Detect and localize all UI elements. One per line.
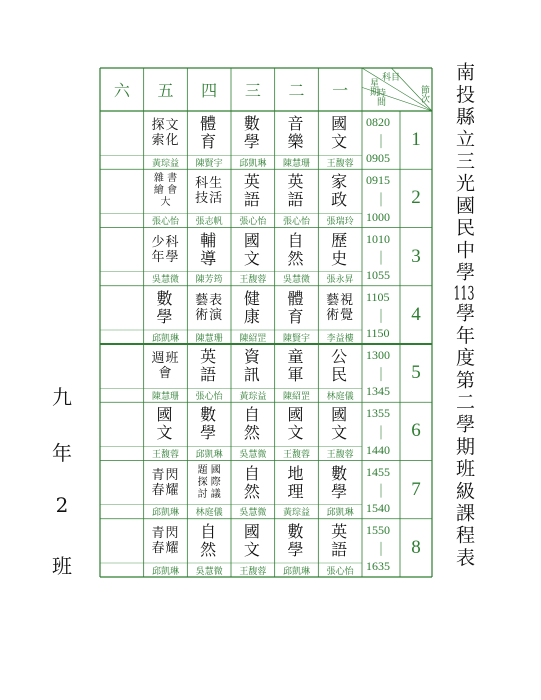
subject-cell: 國 文 — [331, 114, 350, 152]
teacher-name — [100, 272, 144, 286]
period-end-time: 1000 — [366, 209, 390, 224]
subject-cell: 地 理 — [287, 463, 306, 501]
corner-time: 時間 — [375, 88, 385, 106]
teacher-name: 張志帆 — [195, 217, 223, 227]
subject-cell: 科生 技活 — [195, 176, 224, 207]
subject-cell: 國 文 — [287, 405, 306, 443]
teacher-name: 陳芳筠 — [195, 275, 223, 286]
class-label-char: 班 — [52, 554, 72, 578]
teacher-name: 王馥蓉 — [282, 450, 310, 460]
period-start-time: 1455 — [366, 464, 390, 479]
teacher-name: 黃琮益 — [282, 508, 310, 519]
subject-cell: 題 國 探 際 討 議 — [197, 464, 221, 500]
teacher-name: 王馥蓉 — [239, 566, 267, 577]
period-number: 4 — [411, 303, 421, 325]
period-start-time: 1105 — [366, 289, 390, 304]
teacher-name: 王馥蓉 — [151, 450, 179, 460]
period-start-time: 1300 — [366, 348, 390, 362]
page-title — [446, 62, 478, 622]
subject-cell: 歷 史 — [331, 230, 350, 268]
period-number: 3 — [411, 245, 421, 267]
period-start-time: 1550 — [366, 522, 390, 537]
subject-cell: 家 政 — [331, 172, 350, 210]
title-year: 113 — [453, 284, 475, 303]
teacher-name: 林庭儀 — [195, 508, 223, 519]
subject-cell — [100, 169, 144, 213]
subject-cell — [100, 519, 144, 563]
period-number: 7 — [411, 478, 421, 500]
teacher-name: 陳慧珊 — [282, 158, 310, 169]
teacher-name: 吳慧微 — [195, 566, 223, 577]
teacher-name — [100, 330, 144, 344]
subject-cell: 週班 會 — [151, 351, 180, 382]
period-end-time: 1150 — [366, 326, 390, 340]
subject-cell: 英 語 — [331, 521, 350, 559]
subject-cell: 數 學 — [331, 463, 350, 501]
period-number: 2 — [411, 187, 421, 209]
subject-cell: 數 學 — [156, 288, 175, 326]
subject-cell: 輔 導 — [200, 230, 219, 268]
subject-cell — [100, 402, 144, 446]
teacher-name — [100, 214, 144, 228]
subject-cell: 少科 年學 — [151, 234, 180, 265]
day-header-5: 二 — [288, 81, 305, 100]
teacher-name: 陳慧珊 — [151, 391, 179, 402]
teacher-name: 黃琮益 — [239, 391, 267, 402]
subject-cell: 童 軍 — [287, 347, 306, 385]
teacher-name: 張永昇 — [326, 275, 354, 286]
subject-cell: 健 康 — [243, 288, 262, 326]
subject-cell — [100, 228, 144, 272]
subject-cell: 探文 索化 — [151, 118, 180, 149]
period-start-time: 0820 — [366, 115, 390, 129]
corner-period: 節次 — [419, 85, 429, 103]
teacher-name — [100, 447, 144, 461]
subject-cell: 數 學 — [287, 521, 306, 559]
teacher-name: 邱凱琳 — [326, 508, 354, 519]
teacher-name: 陳紹罡 — [282, 391, 310, 402]
teacher-name: 張瑞玲 — [326, 217, 354, 227]
teacher-name: 王馥蓉 — [326, 158, 354, 169]
subject-cell: 音 樂 — [287, 114, 306, 152]
teacher-name: 吳慧微 — [239, 508, 267, 519]
subject-cell: 國 文 — [243, 230, 262, 268]
period-number: 8 — [411, 536, 421, 558]
day-header-1: 六 — [113, 81, 130, 100]
period-end-time: 1635 — [366, 559, 390, 573]
subject-cell: 數 學 — [200, 405, 219, 443]
period-start-time: 1010 — [366, 231, 390, 246]
teacher-name: 王馥蓉 — [239, 275, 267, 286]
day-header-4: 三 — [244, 81, 261, 100]
day-header-6: 一 — [332, 81, 349, 100]
teacher-name — [100, 505, 144, 519]
teacher-name: 林庭儀 — [326, 391, 354, 402]
subject-cell: 自 然 — [243, 405, 262, 443]
corner-subject: 科目 — [382, 73, 401, 83]
teacher-name: 邱凱琳 — [151, 508, 179, 519]
subject-cell: 資 訊 — [243, 347, 262, 385]
subject-cell: 藝表 術演 — [195, 292, 224, 323]
subject-cell: 公 民 — [331, 347, 350, 385]
teacher-name: 李益樓 — [326, 333, 354, 344]
subject-cell: 青閃 春耀 — [151, 467, 180, 498]
subject-cell: 國 文 — [331, 405, 350, 443]
teacher-name: 黃琮益 — [151, 158, 179, 169]
subject-cell: 藝視 術覺 — [326, 292, 355, 323]
period-end-time: 1055 — [366, 267, 390, 282]
subject-cell: 國 文 — [156, 405, 175, 443]
period-start-time: 0915 — [366, 173, 390, 188]
teacher-name: 陳賢宇 — [282, 333, 310, 344]
subject-cell: 英 語 — [200, 347, 219, 385]
title-part-2: 學年度第二學期班級課程表 — [453, 303, 475, 570]
subject-cell: 英 語 — [243, 172, 262, 210]
period-number: 6 — [411, 420, 421, 442]
teacher-name: 吳慧微 — [151, 275, 179, 286]
period-end-time: 1540 — [366, 500, 390, 515]
corner-day: 星期 — [368, 78, 378, 96]
class-label-char: 年 — [52, 441, 72, 465]
period-number: 5 — [411, 362, 421, 384]
subject-cell: 雜 書 繪 會 大 — [153, 173, 178, 209]
teacher-name: 邱凱琳 — [151, 333, 179, 344]
subject-cell: 自 然 — [287, 230, 306, 268]
teacher-name — [100, 155, 144, 169]
period-end-time: 1440 — [366, 442, 390, 457]
subject-cell: 英 語 — [287, 172, 306, 210]
day-header-3: 四 — [201, 81, 218, 100]
teacher-name: 張心怡 — [195, 391, 223, 402]
teacher-name: 邱凱琳 — [282, 566, 310, 577]
subject-cell — [100, 286, 144, 330]
teacher-name: 張心怡 — [326, 566, 354, 577]
subject-cell — [100, 111, 144, 155]
subject-cell: 自 然 — [200, 521, 219, 559]
subject-cell: 數 學 — [243, 114, 262, 152]
subject-cell — [100, 344, 144, 388]
teacher-name: 邱凱琳 — [239, 158, 267, 169]
teacher-name: 張心怡 — [282, 217, 310, 227]
teacher-name — [100, 388, 144, 402]
period-end-time: 0905 — [366, 151, 390, 166]
teacher-name: 吳慧微 — [282, 275, 310, 286]
teacher-name — [100, 563, 144, 577]
teacher-name: 王馥蓉 — [326, 450, 354, 460]
class-label-char: 2 — [55, 493, 69, 517]
title-part-1: 南投縣立三光國民中學 — [453, 62, 475, 284]
teacher-name: 張心怡 — [239, 217, 267, 227]
teacher-name: 陳慧珊 — [195, 333, 223, 344]
class-label-char: 九 — [52, 385, 72, 409]
subject-cell — [100, 461, 144, 505]
teacher-name: 張心怡 — [151, 217, 179, 227]
day-header-2: 五 — [157, 81, 174, 100]
teacher-name: 陳賢宇 — [195, 158, 223, 169]
subject-cell: 國 文 — [243, 521, 262, 559]
period-end-time: 1345 — [366, 384, 390, 399]
subject-cell: 體 育 — [200, 114, 219, 152]
teacher-name: 陳紹罡 — [239, 333, 267, 344]
subject-cell: 自 然 — [243, 463, 262, 501]
period-start-time: 1355 — [366, 406, 390, 421]
teacher-name: 邱凱琳 — [195, 450, 223, 460]
subject-cell: 體 育 — [287, 288, 306, 326]
period-number: 1 — [411, 129, 421, 151]
teacher-name: 吳慧微 — [239, 450, 267, 460]
teacher-name: 邱凱琳 — [151, 566, 179, 577]
subject-cell: 青閃 春耀 — [151, 525, 180, 556]
